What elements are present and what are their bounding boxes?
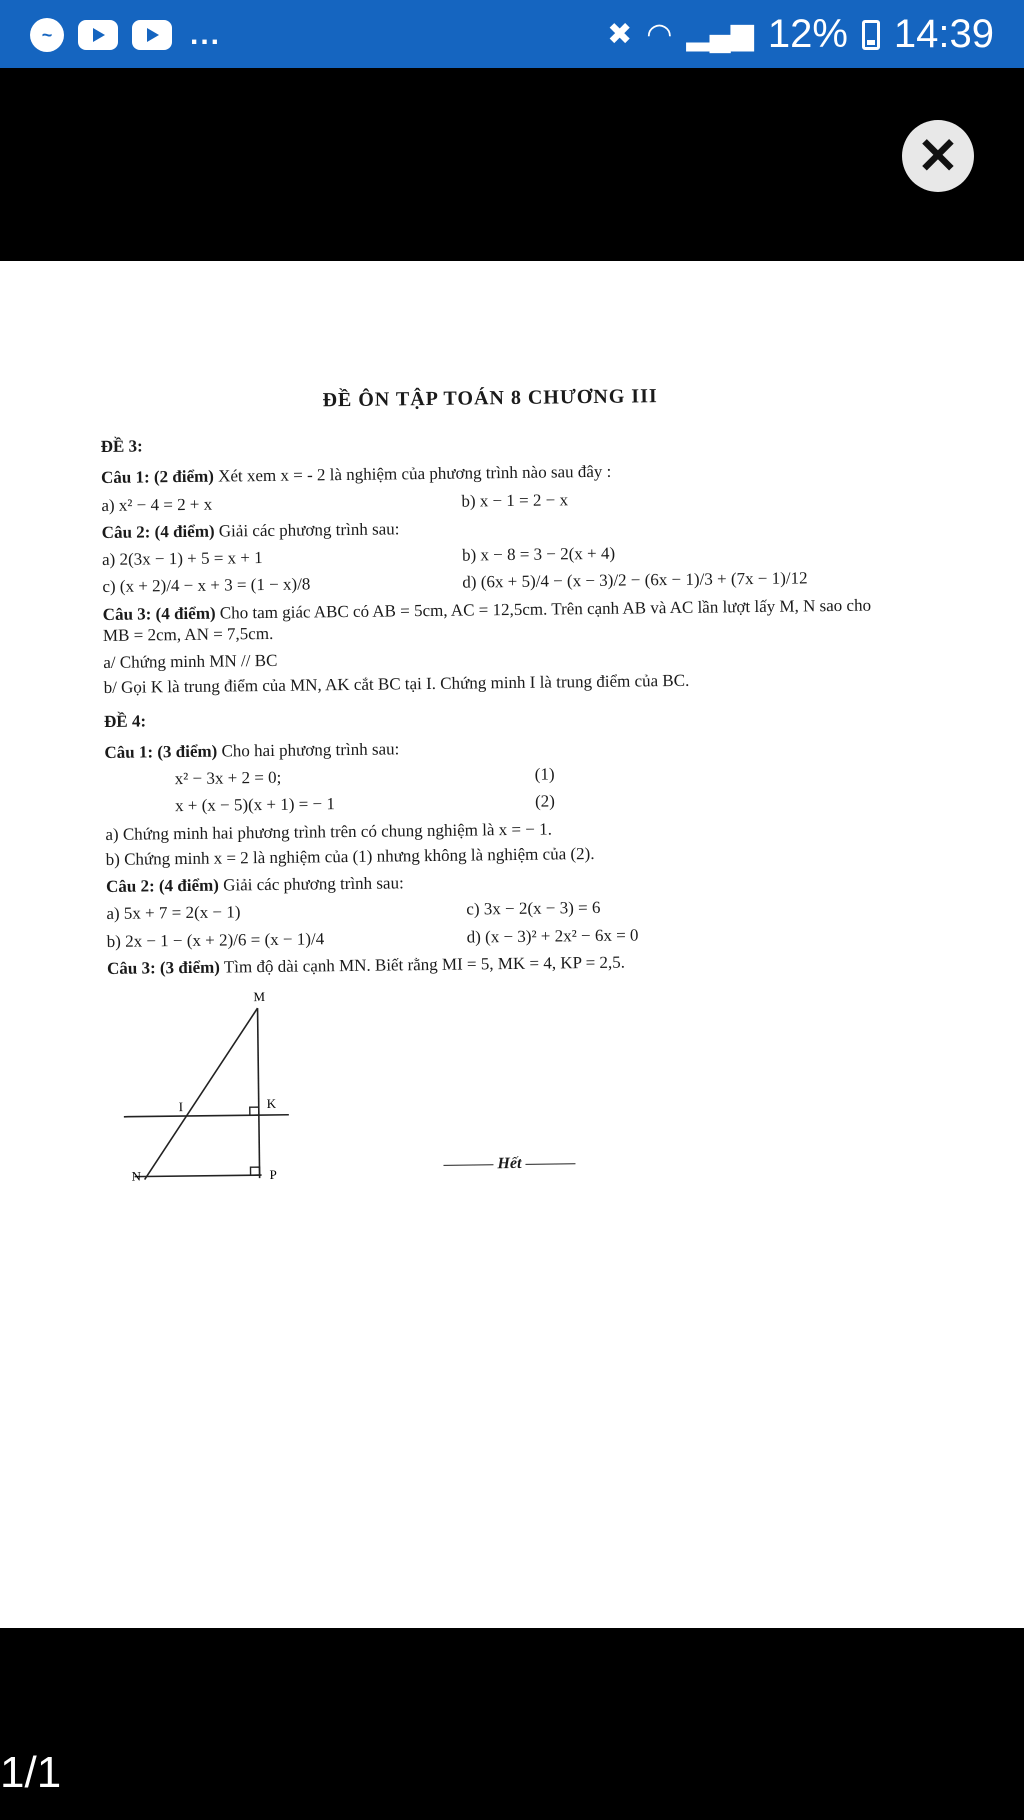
de4-cau3-label: Câu 3: (3 điểm)	[106, 957, 221, 978]
de4-cau3	[107, 948, 887, 979]
battery-percent: 12%	[767, 12, 848, 56]
de3-cau1-text: Xét xem x = - 2 là nghiệm của phương trình nào sau đây :	[218, 462, 612, 486]
de3-cau3-label: Câu 3: (4 điểm)	[102, 603, 216, 624]
battery-icon	[862, 20, 880, 50]
de4-cau2-text: Giải các phương trình sau:	[223, 873, 404, 895]
end-marker: Hết	[439, 1153, 579, 1175]
document-content	[100, 381, 890, 1184]
youtube-icon	[78, 20, 118, 50]
de4-eq1-num: (1)	[534, 764, 555, 784]
line-mp	[258, 1008, 260, 1178]
de4-cau3-text: Tìm độ dài cạnh MN. Biết rằng MI = 5, MK = 4, KP = 2,5.	[223, 952, 626, 977]
de4-cau2-c: c) 3x − 2(x − 3) = 6	[466, 898, 601, 919]
de4-cau2-row1	[106, 894, 886, 925]
document-page[interactable]	[0, 261, 1024, 1628]
de3-cau2-row1	[102, 539, 882, 570]
viewer-bottom-bar	[0, 1628, 1024, 1820]
de3-cau2-c: c) (x + 2)/4 − x + 3 = (1 − x)/8	[102, 574, 311, 597]
close-icon: ✕	[917, 128, 959, 184]
de4-eq2-row	[175, 787, 885, 817]
document-title: ĐỀ ÔN TẬP TOÁN 8 CHƯƠNG III	[322, 385, 658, 412]
de3-cau1-b: b) x − 1 = 2 − x	[461, 489, 569, 511]
de4-cau2-row2	[107, 921, 887, 952]
de3-cau1-label: Câu 1: (2 điểm)	[100, 466, 215, 488]
messenger-icon: ~	[30, 18, 64, 52]
youtube-icon-2	[132, 20, 172, 50]
de4-cau1-b: b) Chứng minh x = 2 là nghiệm của (1) nhưng không là nghiệm của (2).	[105, 843, 595, 869]
de3-cau1-a: a) x² − 4 = 2 + x	[101, 494, 213, 515]
close-button[interactable]	[902, 120, 974, 192]
line-ik	[124, 1115, 289, 1117]
right-angle-p	[250, 1167, 259, 1175]
label-p: P	[269, 1166, 277, 1182]
de4-cau2-a: a) 5x + 7 = 2(x − 1)	[106, 902, 241, 924]
de4-cau2-d: d) (x − 3)² + 2x² − 6x = 0	[466, 924, 639, 947]
geometry-figure	[107, 983, 309, 1185]
signal-icon: ▂▄▆	[686, 18, 754, 51]
de4-eq1: x² − 3x + 2 = 0;	[174, 767, 282, 789]
de3-cau1	[101, 458, 881, 489]
page-indicator: 1/1	[0, 1748, 62, 1797]
de3-cau3-text: Cho tam giác ABC có AB = 5cm, AC = 12,5cm. Trên cạnh AB và AC lần lượt lấy M, N sao cho MB = 2cm, AN = 7,5cm.	[102, 595, 872, 645]
label-m: M	[253, 989, 266, 1005]
viewer-top-bar	[0, 68, 1024, 261]
line-mn	[143, 1008, 260, 1179]
wifi-icon: ◠	[646, 18, 673, 51]
de4-cau2-label: Câu 2: (4 điểm)	[105, 875, 220, 896]
de3-cau2	[102, 512, 882, 543]
de3-cau2-a: a) 2(3x − 1) + 5 = x + 1	[101, 548, 263, 569]
de3-cau2-b: b) x − 8 = 3 − 2(x + 4)	[461, 543, 616, 565]
de3-cau3-a: a/ Chứng minh MN // BC	[103, 650, 278, 672]
more-notifications: ...	[190, 18, 222, 51]
de3-cau2-row2	[102, 567, 882, 598]
label-n: N	[131, 1168, 142, 1184]
de4-eq2-num: (2)	[534, 791, 555, 811]
de4-cau2	[106, 866, 886, 897]
de3-cau1-options	[101, 485, 881, 516]
de4-eq1-row	[175, 759, 885, 789]
mute-icon: ✖	[607, 18, 633, 51]
de4-cau1-a: a) Chứng minh hai phương trình trên có chung nghiệm là x = − 1.	[105, 819, 552, 844]
de4-cau1	[104, 732, 884, 763]
right-angle-k	[250, 1107, 259, 1115]
status-bar	[0, 0, 1024, 68]
de3-cau2-label: Câu 2: (4 điểm)	[101, 521, 215, 542]
de4-eq2: x + (x − 5)(x + 1) = − 1	[174, 794, 336, 816]
de4-heading: ĐỀ 4:	[103, 710, 147, 731]
de4-cau1-text: Cho hai phương trình sau:	[221, 739, 400, 761]
clock: 14:39	[893, 12, 994, 56]
de3-cau3	[103, 594, 883, 646]
de4-cau2-b: b) 2x − 1 − (x + 2)/6 = (x − 1)/4	[106, 928, 325, 951]
de3-cau3-b: b/ Gọi K là trung điểm của MN, AK cắt BC tại I. Chứng minh I là trung điểm của BC.	[103, 671, 690, 698]
de3-cau2-d: d) (6x + 5)/4 − (x − 3)/2 − (6x − 1)/3 + (7x − 1)/12	[462, 568, 808, 592]
de3-heading: ĐỀ 3:	[100, 436, 143, 456]
label-k: K	[266, 1095, 277, 1112]
de3-cau2-text: Giải các phương trình sau:	[218, 519, 400, 541]
line-np	[135, 1175, 262, 1177]
label-i: I	[178, 1099, 184, 1115]
de4-cau1-label: Câu 1: (3 điểm)	[104, 741, 218, 762]
